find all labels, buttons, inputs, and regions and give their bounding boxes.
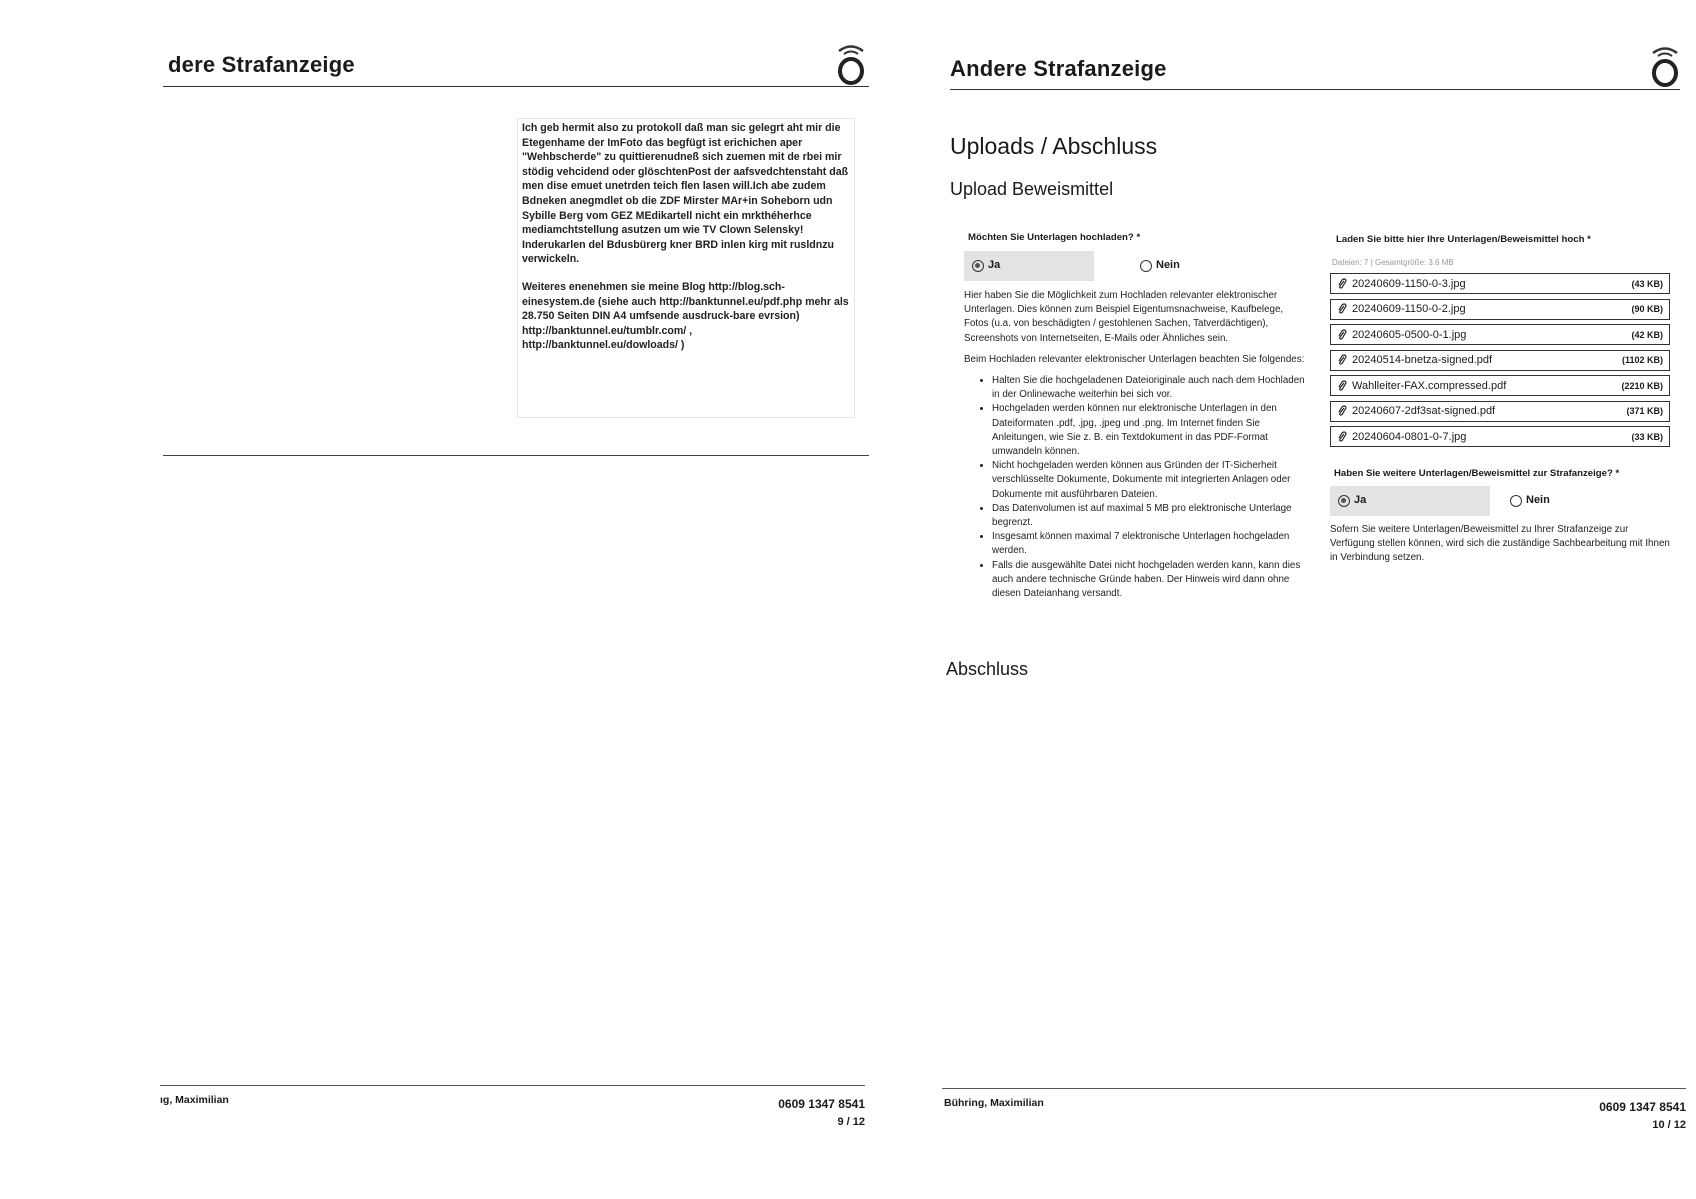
file-size: (90 KB) bbox=[1631, 304, 1663, 314]
uploaded-file-item[interactable] bbox=[1330, 324, 1670, 345]
radio-selected-icon[interactable] bbox=[972, 260, 984, 272]
list-item: • Nicht hochgeladen werden können aus Gründen der IT-Sicherheit verschlüsselte Dokumente, Dokumente mit integrierten Anlagen oder Dokumente mit ausführbaren Dateien. bbox=[992, 459, 1310, 502]
file-name: Wahlleiter-FAX.compressed.pdf bbox=[1352, 379, 1507, 392]
uploaded-file-item[interactable] bbox=[1330, 273, 1670, 294]
uploaded-file-item[interactable] bbox=[1330, 350, 1670, 371]
paperclip-icon bbox=[1337, 303, 1347, 315]
file-name: 20240609-1150-0-3.jpg bbox=[1352, 277, 1466, 290]
files-summary: Dateien: 7 | Gesamtgröße: 3.6 MB bbox=[1332, 258, 1454, 267]
footer-name: ıg, Maximilian bbox=[160, 1094, 229, 1106]
protocol-paragraph: Ich geb hermit also zu protokoll daß man sic gelegrt aht mir die Etegenhame der ImFoto das begfügt ist erichichen aper "Wehbscherde" zu quittierenudneß sich zuemen mit de rbei mir stödig vehcidend oder glöschtenPost der aafsvedchtenstaht daß men dise emuet unetrden teich flen lasen will.Ich abe zudem Bdneken anegmdlet ob die ZDF Mirster MAr+in Soheborn udn Sybille Berg vom GEZ MEdikartell nicht ein mrkthéherhce mediamchtstellung asutzen um wie TV Clown Selensky! Inderukarlen del Bdusbürerg kner BRD inlen kirg mit rusldnzu verwickeln. bbox=[522, 122, 849, 266]
file-name: 20240609-1150-0-2.jpg bbox=[1352, 303, 1466, 315]
upload-files-label: Laden Sie bitte hier Ihre Unterlagen/Beweismittel hoch * bbox=[1336, 234, 1591, 245]
file-size: (371 KB) bbox=[1626, 406, 1663, 416]
paperclip-icon bbox=[1337, 405, 1347, 417]
protocol-paragraph-links: Weiteres enenehmen sie meine Blog http://blog.sch-einesystem.de (siehe auch http://banktunnel.eu/pdf.php mehr als 28.750 Seiten DIN A4 umfsende ausdruck-bare evrsion) http://banktunnel.eu/tumblr.com/ , http://banktunnel.eu/dowloads/ ) bbox=[522, 280, 849, 352]
file-size: (2210 KB) bbox=[1621, 380, 1663, 391]
footer-rule bbox=[942, 1088, 1686, 1089]
section-divider bbox=[163, 455, 869, 456]
info-paragraph: Beim Hochladen relevanter elektronischer Unterlagen beachten Sie folgendes: bbox=[964, 353, 1305, 365]
paperclip-icon bbox=[1337, 329, 1347, 341]
closing-section-title: Abschluss bbox=[946, 659, 1029, 679]
radio-unselected-icon[interactable] bbox=[1510, 495, 1522, 507]
upload-info-text bbox=[964, 289, 1310, 601]
file-name: 20240607-2df3sat-signed.pdf bbox=[1352, 405, 1496, 417]
footer-page: 9 / 12 bbox=[837, 1116, 865, 1128]
header-rule bbox=[950, 89, 1680, 90]
radio-unselected-icon[interactable] bbox=[1140, 260, 1152, 272]
radio-option-yes[interactable] bbox=[1330, 486, 1490, 516]
paperclip-icon bbox=[1337, 380, 1347, 392]
subsection-title: Upload Beweismittel bbox=[950, 179, 1114, 199]
footer-number: 0609 1347 8541 bbox=[1599, 1100, 1686, 1114]
radio-no-label: Nein bbox=[1526, 494, 1550, 506]
radio-no-label: Nein bbox=[1156, 259, 1180, 271]
page-header-title: dere Strafanzeige bbox=[168, 52, 355, 77]
right-page bbox=[940, 0, 1696, 1199]
radio-selected-icon[interactable] bbox=[1338, 495, 1350, 507]
footer-number: 0609 1347 8541 bbox=[778, 1097, 865, 1111]
list-item: • Das Datenvolumen ist auf maximal 5 MB pro elektronische Unterlage begrenzt. bbox=[992, 502, 1310, 530]
logo-icon bbox=[834, 42, 868, 86]
paperclip-icon bbox=[1337, 278, 1347, 290]
info-paragraph: Hier haben Sie die Möglichkeit zum Hochladen relevanter elektronischer Unterlagen. Dies können zum Beispiel Eigentumsnachweise, Kaufbelege, Fotos (u.a. von beschädigten / gestohlenen Sachen, Tatverdächtigen), Screenshots von Internetseiten, E-Mails oder Ähnliches sein. bbox=[964, 290, 1284, 344]
uploaded-file-item[interactable] bbox=[1330, 426, 1670, 447]
page-header-title: Andere Strafanzeige bbox=[950, 56, 1167, 81]
uploaded-file-item[interactable] bbox=[1330, 299, 1670, 320]
file-name: 20240514-bnetza-signed.pdf bbox=[1352, 354, 1493, 366]
radio-option-yes[interactable] bbox=[964, 251, 1094, 281]
header-rule bbox=[163, 86, 869, 87]
more-evidence-question-label: Haben Sie weitere Unterlagen/Beweismittel zur Strafanzeige? * bbox=[1334, 468, 1620, 479]
radio-yes-label: Ja bbox=[988, 259, 1001, 271]
section-title: Uploads / Abschluss bbox=[950, 133, 1158, 159]
more-evidence-radio-group bbox=[1330, 486, 1590, 516]
footer-name: Bühring, Maximilian bbox=[944, 1097, 1044, 1109]
list-item: • Hochgeladen werden können nur elektronische Unterlagen in den Dateiformaten .pdf, .jpg, .jpeg und .png. Im Internet finden Sie Anleitungen, wie Sie z. B. ein Textdokument in das PDF-Format umwandeln können. bbox=[992, 402, 1310, 459]
file-name: 20240604-0801-0-7.jpg bbox=[1352, 430, 1467, 443]
footer-rule bbox=[160, 1085, 865, 1086]
radio-yes-label: Ja bbox=[1354, 494, 1367, 506]
uploaded-file-list bbox=[1330, 273, 1670, 452]
list-item: • Insgesamt können maximal 7 elektronische Unterlagen hochgeladen werden. bbox=[992, 530, 1310, 558]
file-size: (43 KB) bbox=[1631, 278, 1663, 289]
file-name: 20240605-0500-0-1.jpg bbox=[1352, 328, 1467, 341]
upload-radio-group bbox=[964, 251, 1224, 281]
file-size: (1102 KB) bbox=[1621, 355, 1663, 365]
upload-question-label: Möchten Sie Unterlagen hochladen? * bbox=[968, 232, 1141, 243]
uploaded-file-item[interactable] bbox=[1330, 401, 1670, 422]
uploaded-file-item[interactable] bbox=[1330, 375, 1670, 396]
file-size: (42 KB) bbox=[1631, 329, 1663, 340]
footer-page: 10 / 12 bbox=[1652, 1119, 1686, 1131]
file-size: (33 KB) bbox=[1631, 431, 1663, 442]
logo-icon bbox=[1648, 44, 1682, 88]
protocol-text-box bbox=[517, 118, 855, 418]
more-evidence-info: Sofern Sie weitere Unterlagen/Beweismittel zu Ihrer Strafanzeige zur Verfügung stellen können, wird sich die zuständige Sachbearbeitung mit Ihnen in Verbindung setzen. bbox=[1330, 524, 1670, 564]
upload-rules-list bbox=[964, 374, 1310, 601]
list-item: • Falls die ausgewählte Datei nicht hochgeladen werden kann, kann dies auch andere technische Gründe haben. Der Hinweis wird dann ohne diesen Dateianhang versandt. bbox=[992, 559, 1310, 602]
paperclip-icon bbox=[1337, 354, 1347, 366]
paperclip-icon bbox=[1337, 431, 1347, 443]
list-item: • Halten Sie die hochgeladenen Dateioriginale auch nach dem Hochladen in der Onlinewache weiterhin bei sich vor. bbox=[992, 374, 1310, 402]
